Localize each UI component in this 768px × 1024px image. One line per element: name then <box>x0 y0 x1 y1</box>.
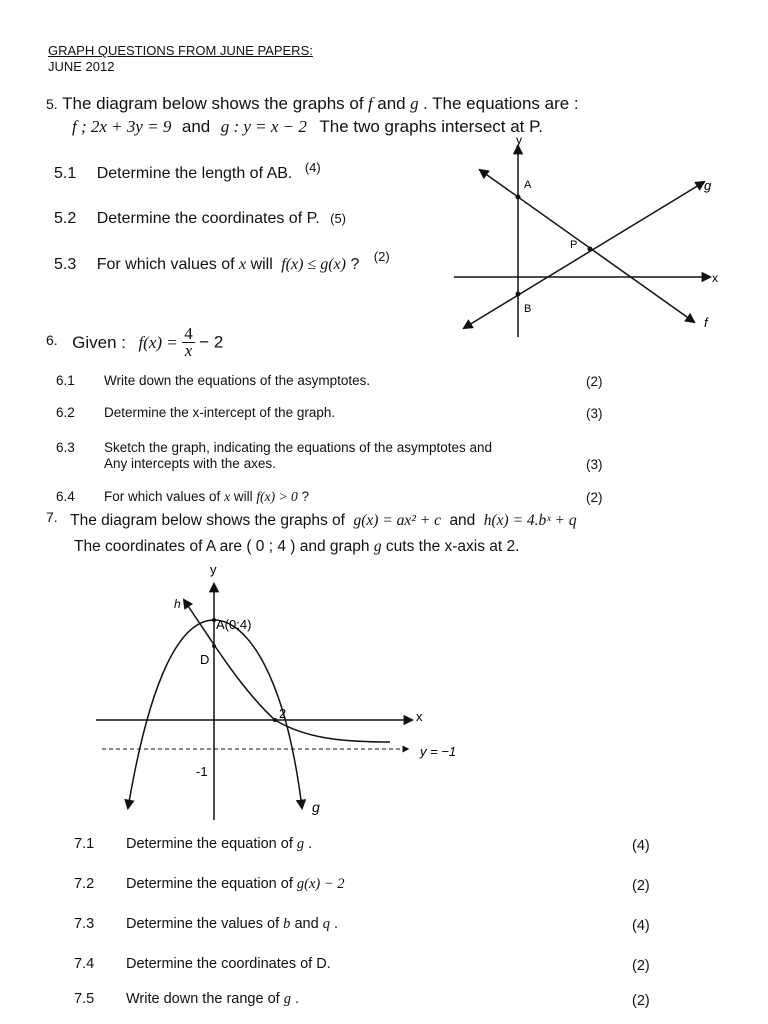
item-line <box>126 876 345 893</box>
q7-intro-text: The diagram below shows the graphs of <box>70 512 345 529</box>
q6-item-4-mark: (2) <box>586 490 603 505</box>
q5-point-b <box>516 292 521 297</box>
item-expr: f(x) ≤ g(x) <box>281 256 346 273</box>
q7-point-2 <box>273 718 277 722</box>
item-line <box>126 991 299 1008</box>
q6-item-1 <box>56 373 371 388</box>
q7-x-label: x <box>416 709 423 724</box>
item-text-2: will <box>233 489 253 504</box>
item-line <box>126 916 338 933</box>
q5-intro <box>46 94 579 114</box>
item-var: x <box>224 489 231 504</box>
q7-asym-label: y = −1 <box>420 744 457 759</box>
item-var: x <box>239 256 247 273</box>
item-q: ? <box>350 256 360 273</box>
item-text-2: Any intercepts with the axes. <box>104 456 276 471</box>
q7-point-d <box>212 644 216 648</box>
q5-number: 5. <box>46 96 58 112</box>
q7-line2-g: g <box>373 538 382 555</box>
item-q: ? <box>301 489 309 504</box>
q5-intro-tail: . The equations are : <box>423 94 579 113</box>
q7-item-3-mark: (4) <box>632 918 650 934</box>
q7-item-4 <box>74 956 331 972</box>
item-expr: f(x) > 0 <box>256 489 298 504</box>
item-number: 5.1 <box>54 165 77 182</box>
q6-item-4 <box>56 489 309 504</box>
item-number: 6.1 <box>56 373 75 388</box>
q5-g: g <box>410 94 419 113</box>
item-number: 7.4 <box>74 956 95 972</box>
item-mark: (4) <box>304 160 321 175</box>
q6-intro <box>46 326 223 359</box>
q7-graph <box>90 558 480 828</box>
q6-item-3-mark: (3) <box>586 457 603 472</box>
q5-eq-f: f ; 2x + 3y = 9 <box>72 117 172 136</box>
item-tail: . <box>295 991 300 1007</box>
q7-and: and <box>449 512 476 529</box>
q5-eq-tail: The two graphs intersect at P. <box>319 117 543 136</box>
q7-item-2-mark: (2) <box>632 878 650 894</box>
q7-line2-a: The coordinates of A are ( 0 ; 4 ) and graph <box>74 538 370 555</box>
q5-x-label: x <box>712 271 718 285</box>
item-tail: . <box>308 836 313 852</box>
q7-label-minus1: -1 <box>196 764 208 779</box>
q7-curve-g <box>128 620 302 808</box>
q6-numerator: 4 <box>184 324 193 343</box>
item-var: g <box>296 836 305 852</box>
q5-item-2 <box>54 210 346 228</box>
item-mark: (5) <box>330 211 346 226</box>
q7-label-2: 2 <box>279 706 287 721</box>
page-subtitle: JUNE 2012 <box>48 59 115 74</box>
page-title: GRAPH QUESTIONS FROM JUNE PAPERS: <box>48 43 313 58</box>
q5-eq-g: g : y = x − 2 <box>220 117 307 136</box>
item-line <box>104 489 309 505</box>
item-var: b <box>283 916 291 932</box>
item-text: Determine the x-intercept of the graph. <box>104 405 336 420</box>
q5-and: and <box>377 94 406 113</box>
item-text: Write down the equations of the asymptotes. <box>104 373 371 388</box>
q7-item-4-mark: (2) <box>632 958 650 974</box>
q7-line2-b: cuts the x-axis at 2. <box>385 538 520 555</box>
q5-label-b: B <box>524 303 532 315</box>
item-text: Determine the length of AB. <box>96 165 293 182</box>
item-var: g <box>283 991 291 1007</box>
q5-item-1 <box>54 160 321 183</box>
item-number: 6.3 <box>56 440 75 455</box>
q5-intro-text: The diagram below shows the graphs of <box>62 94 364 113</box>
item-var-2: q <box>322 916 330 932</box>
q7-intro <box>46 509 577 530</box>
q6-item-3 <box>56 440 493 471</box>
item-text: Sketch the graph, indicating the equations of the asymptotes and <box>104 440 493 455</box>
q7-item-5 <box>74 991 300 1007</box>
item-text-2: will <box>250 256 273 273</box>
item-text-2: and <box>294 916 319 932</box>
q7-h-expr: h(x) = 4.bˣ + q <box>483 512 577 529</box>
q6-item-2 <box>56 405 336 420</box>
q7-line2 <box>74 538 519 556</box>
item-text: Determine the values of <box>126 916 280 932</box>
q5-label-g: g <box>704 178 712 193</box>
item-number: 6.2 <box>56 405 75 420</box>
q7-label-g: g <box>312 799 320 815</box>
q7-item-2 <box>74 876 345 892</box>
q5-label-f: f <box>704 315 708 330</box>
item-text: Write down the range of <box>126 991 280 1007</box>
q7-item-3 <box>74 916 338 932</box>
q7-item-1 <box>74 836 313 852</box>
q6-tail: − 2 <box>199 332 224 352</box>
q6-item-2-mark: (3) <box>586 406 603 421</box>
q6-denominator: x <box>184 341 193 360</box>
q6-fraction <box>182 326 195 359</box>
item-number: 7.2 <box>74 876 95 892</box>
item-number: 7.3 <box>74 916 95 932</box>
q7-g-expr: g(x) = ax² + c <box>353 512 441 529</box>
q5-item-3 <box>54 249 390 274</box>
item-number: 6.4 <box>56 489 75 504</box>
item-number: 7.5 <box>74 991 95 1007</box>
q5-eq-and: and <box>181 117 211 136</box>
q7-label-a: A(0;4) <box>216 617 252 632</box>
q5-label-p: P <box>570 239 578 251</box>
q5-graph <box>450 132 730 352</box>
item-text: For which values of <box>104 489 221 504</box>
q7-y-label: y <box>210 562 217 577</box>
item-number: 7.1 <box>74 836 95 852</box>
item-tail: . <box>333 916 338 932</box>
q7-label-d: D <box>200 652 210 667</box>
q5-line-g <box>464 182 704 328</box>
item-text: Determine the equation of <box>126 876 293 892</box>
item-mark: (2) <box>373 249 390 264</box>
item-line <box>126 836 312 853</box>
q6-lhs: f(x) = <box>138 332 178 352</box>
q6-item-1-mark: (2) <box>586 374 603 389</box>
item-number: 5.2 <box>54 210 77 227</box>
q7-number: 7. <box>46 509 58 525</box>
item-text: For which values of <box>96 256 235 273</box>
q6-number: 6. <box>46 332 58 348</box>
item-text: Determine the coordinates of D. <box>126 956 331 972</box>
q6-given: Given : <box>72 332 126 352</box>
item-text: Determine the coordinates of P. <box>96 210 320 227</box>
q5-y-label: y <box>516 133 522 147</box>
q5-label-a: A <box>524 179 532 191</box>
q7-label-h: h <box>174 597 181 611</box>
q5-point-a <box>516 195 521 200</box>
q5-point-p <box>588 247 593 252</box>
q5-f: f <box>368 94 373 113</box>
item-text: Determine the equation of <box>126 836 293 852</box>
q7-item-1-mark: (4) <box>632 838 650 854</box>
item-number: 5.3 <box>54 256 77 273</box>
q7-item-5-mark: (2) <box>632 993 650 1009</box>
item-var: g(x) − 2 <box>296 876 345 892</box>
